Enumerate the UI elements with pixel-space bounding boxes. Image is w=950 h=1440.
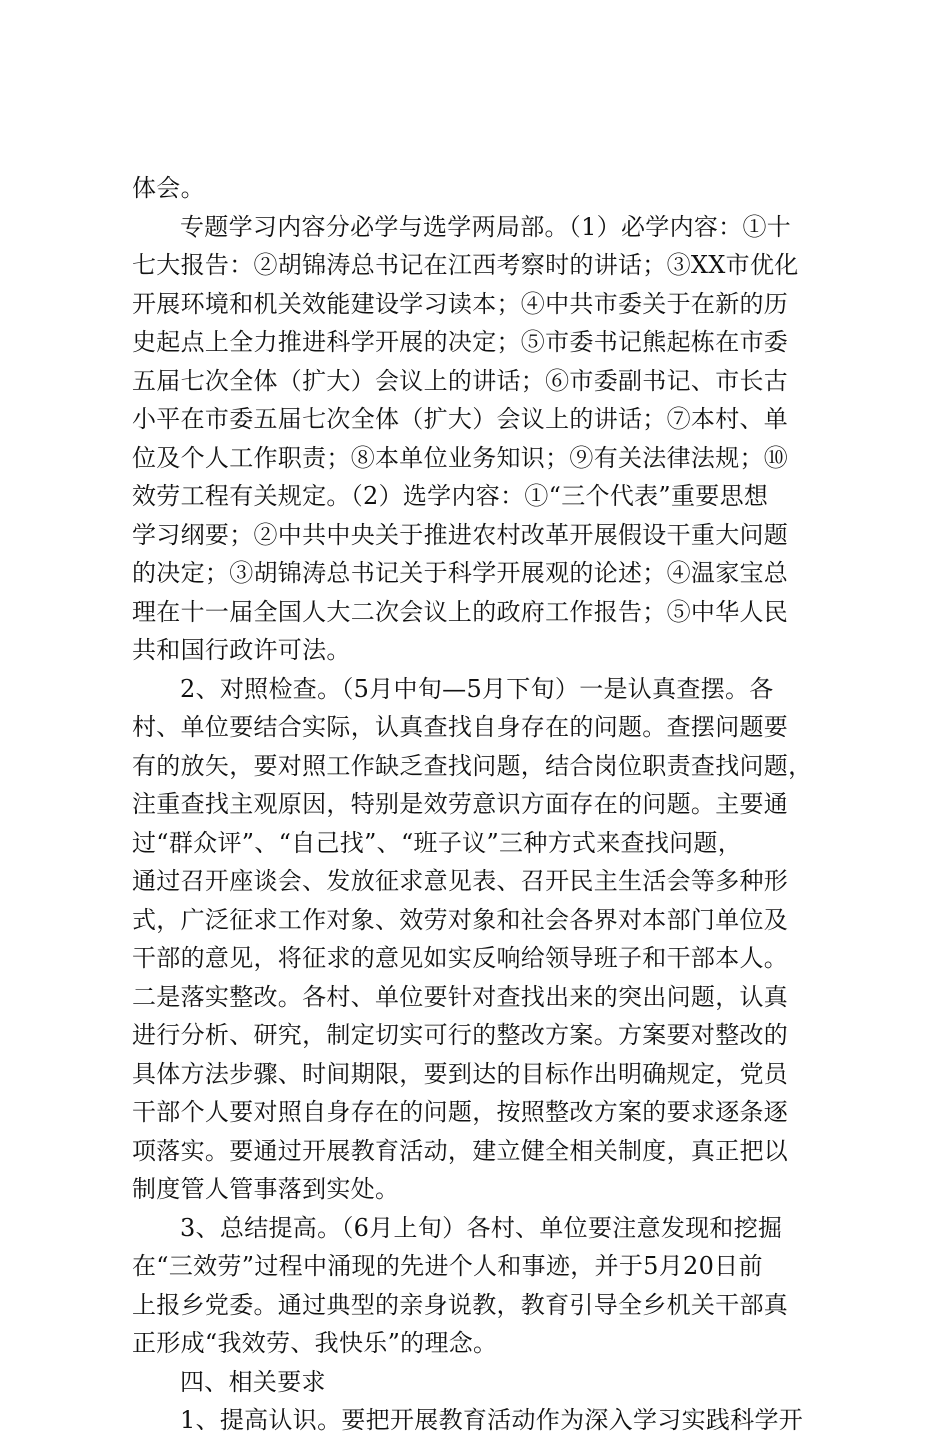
document-line: 干部的意见，将征求的意见如实反响给领导班子和干部本人。 [132,944,789,972]
document-line: 进行分析、研究，制定切实可行的整改方案。方案要对整改的 [132,1021,789,1049]
document-line: 2、对照检查。（5月中旬—5月下旬）一是认真查摆。各 [180,674,774,703]
document-line: 3、总结提高。（6月上旬）各村、单位要注意发现和挖掘 [180,1213,783,1242]
document-line: 上报乡党委。通过典型的亲身说教，教育引导全乡机关干部真 [132,1290,789,1319]
document-line: 注重查找主观原因，特别是效劳意识方面存在的问题。主要通 [132,790,789,818]
document-line: 理在十一届全国人大二次会议上的政府工作报告；⑤中华人民 [132,597,789,626]
document-line: 1、提高认识。要把开展教育活动作为深入学习实践科学开 [180,1406,804,1434]
document-line: 项落实。要通过开展教育活动，建立健全相关制度，真正把以 [132,1136,789,1165]
document-line: 正形成“我效劳、我快乐”的理念。 [132,1329,498,1357]
document-line: 开展环境和机关效能建设学习读本；④中共市委关于在新的历 [132,289,789,318]
document-line: 制度管人管事落到实处。 [132,1175,400,1203]
document-line: 效劳工程有关规定。（2）选学内容：①“三个代表”重要思想 [132,482,769,510]
document-line: 体会。 [132,174,205,202]
document-line: 小平在市委五届七次全体（扩大）会议上的讲话；⑦本村、单 [132,405,789,433]
document-line: 史起点上全力推进科学开展的决定；⑤市委书记熊起栋在市委 [132,328,789,356]
document-line: 在“三效劳”过程中涌现的先进个人和事迹，并于5月20日前 [132,1252,763,1280]
document-line: 共和国行政许可法。 [132,636,351,664]
document-line: 有的放矢，要对照工作缺乏查找问题，结合岗位职责查找问题， [132,751,813,780]
document-line: 学习纲要；②中共中央关于推进农村改革开展假设干重大问题 [132,520,789,549]
document-line: 七大报告：②胡锦涛总书记在江西考察时的讲话；③XX市优化 [132,251,799,279]
document-body [132,169,832,1440]
document-line: 干部个人要对照自身存在的问题，按照整改方案的要求逐条逐 [132,1098,789,1126]
document-line: 具体方法步骤、时间期限，要到达的目标作出明确规定，党员 [132,1059,789,1088]
document-line: 式，广泛征求工作对象、效劳对象和社会各界对本部门单位及 [132,905,789,934]
document-line: 位及个人工作职责；⑧本单位业务知识；⑨有关法律法规；⑩ [132,443,789,472]
document-line: 四、相关要求 [180,1367,326,1396]
document-line: 五届七次全体（扩大）会议上的讲话；⑥市委副书记、市长古 [132,366,789,395]
document-line: 村、单位要结合实际，认真查找自身存在的问题。查摆问题要 [132,713,789,741]
document-line: 通过召开座谈会、发放征求意见表、召开民主生活会等多种形 [132,867,789,895]
document-line: 二是落实整改。各村、单位要针对查找出来的突出问题，认真 [132,982,789,1011]
document-line: 过“群众评”、“自己找”、“班子议”三种方式来查找问题， [132,828,743,857]
document-line: 专题学习内容分必学与选学两局部。（1）必学内容：①十 [180,212,792,241]
document-line: 的决定；③胡锦涛总书记关于科学开展观的论述；④温家宝总 [132,559,789,587]
